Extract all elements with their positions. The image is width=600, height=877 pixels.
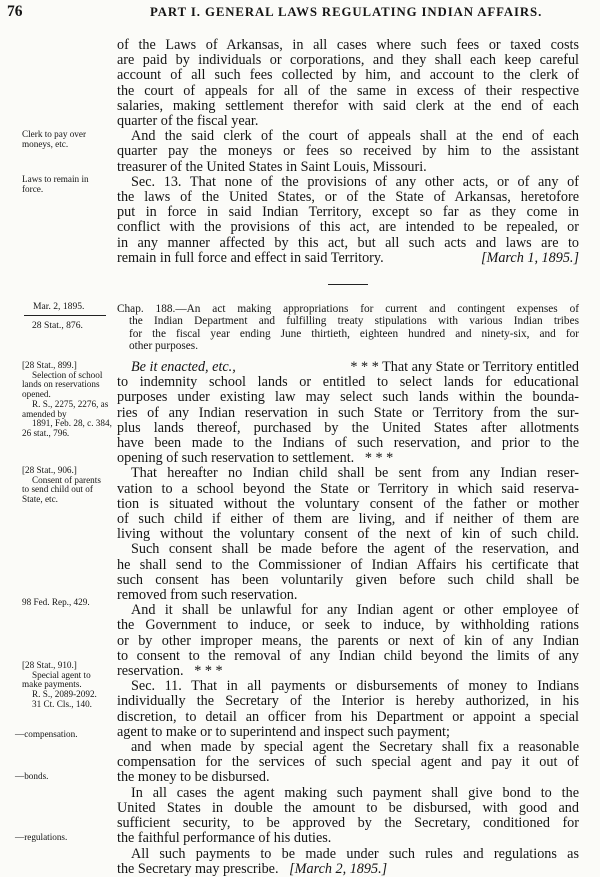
margin-note-special-agent: [28 Stat., 910.] Special agent to make payments. R. S., 2089-2092. 31 Ct. Cls., 140. (22, 660, 97, 709)
section-divider (328, 284, 368, 285)
margin-note-compensation: —compensation. (15, 729, 78, 739)
enacting-clause: Be it enacted, etc., (131, 359, 236, 375)
page-number: 76 (7, 3, 23, 20)
margin-note-selection: [28 Stat., 899.] Selection of school lands on reservations opened. R. S., 2275, 2276, as amended by 1891, Feb. 28, c. 384, 26 stat., 796. (22, 360, 112, 438)
margin-note-bonds: —bonds. (15, 771, 49, 781)
margin-note-fed-rep: 98 Fed. Rep., 429. (22, 597, 90, 607)
date-march-1-1895: [March 1, 1895.] (481, 249, 579, 266)
margin-note-regulations: —regulations. (15, 832, 68, 842)
section-13-text: of the Laws of Arkansas, in all cases where such fees or taxed costs are paid by individuals or corporations, and they shall each keep careful account of all such fees collected by him, and account to the clerk of the court of appeals for all of the same in excess of their respective salaries, making settlement therefor with said clerk at the end of each quarter of the fiscal year. And the said clerk of the court of appeals shall at the end of each quarter pay the moneys or fees so received by him to the assistant treasurer of the United States in Saint Louis, Missouri. Sec. 13. That none of the provisions of any other acts, or of any of the laws of the United States, or of the State of Arkansas, heretofore put in force in said Indian Territory, except so far as they come in conflict with the provisions of this act, are intended to be repealed, or in any manner affected by this act, but all such acts and laws are to remain in full force and effect in said Territory. [March 1, 1895.] (117, 37, 579, 266)
margin-note-stat: 28 Stat., 876. (32, 320, 83, 331)
margin-note-laws-remain: Laws to remain in force. (22, 174, 89, 194)
chapter-188-text: Be it enacted, etc., * * * That any State or Territory entitled to indemnity school lands or entitled to select lands for educational purposes under existing law may select such lands within the bounda- ries of any Indian reservation in such State or Territory from the sur- plus lands thereof, purchased by the United States after allotments have been made to the Indians of such reservation, and prior to the opening of such reservation to settlement. * * * That hereafter no Indian child shall be sent from any Indian reser- vation to a school beyond the State or Territory in which said reserva- tion is situated without the voluntary consent of the father or mother of such child if either of them are living, and if neither of them are living without the voluntary consent of the next of kin of such child. Such consent shall be made before the agent of the reservation, and he shall send to the Commissioner of Indian Affairs his certificate that such consent has been voluntarily given before such child shall be removed from such reservation. And it shall be unlawful for any Indian agent or other employee of the Government to induce, or seek to induce, by withholding rations or by other improper means, the parents or next of kin of any Indian to consent to the removal of any Indian child beyond the limits of any reservation. * * * Sec. 11. That in all payments or disbursements of money to Indians individually the Secretary of the Interior is hereby authorized, in his discretion, to detail an officer from his Department or appoint a special agent to make or to superintend and inspect such payment; and when made by special agent the Secretary shall fix a reasonable compensation for the services of such special agent and pay it out of the money to be disbursed. In all cases the agent making such payment shall give bond to the United States in double the amount to be disbursed, with good and sufficient security, to be approved by the Secretary, conditioned for the faithful performance of his duties. All such payments to be made under such rules and regulations as the Secretary may prescribe. [March 2, 1895.] (117, 359, 579, 877)
running-head: PART I. GENERAL LAWS REGULATING INDIAN AFFAIRS. (150, 5, 543, 19)
date-march-2-1895: [March 2, 1895.] (289, 860, 388, 877)
margin-note-date: Mar. 2, 1895. (33, 301, 85, 312)
margin-divider-rule (24, 315, 106, 316)
chapter-heading: Chap. 188.—An act making appropriations for current and contingent expenses of the Indian Department and fulfilling treaty stipulations with various Indian tribes for the fiscal year ending June thirtieth, eighteen hundred and ninety-six, and for other purposes. (117, 303, 579, 353)
margin-note-consent: [28 Stat., 906.] Consent of parents to send child out of State, etc. (22, 465, 101, 505)
margin-note-clerk: Clerk to pay over moneys, etc. (22, 129, 87, 149)
